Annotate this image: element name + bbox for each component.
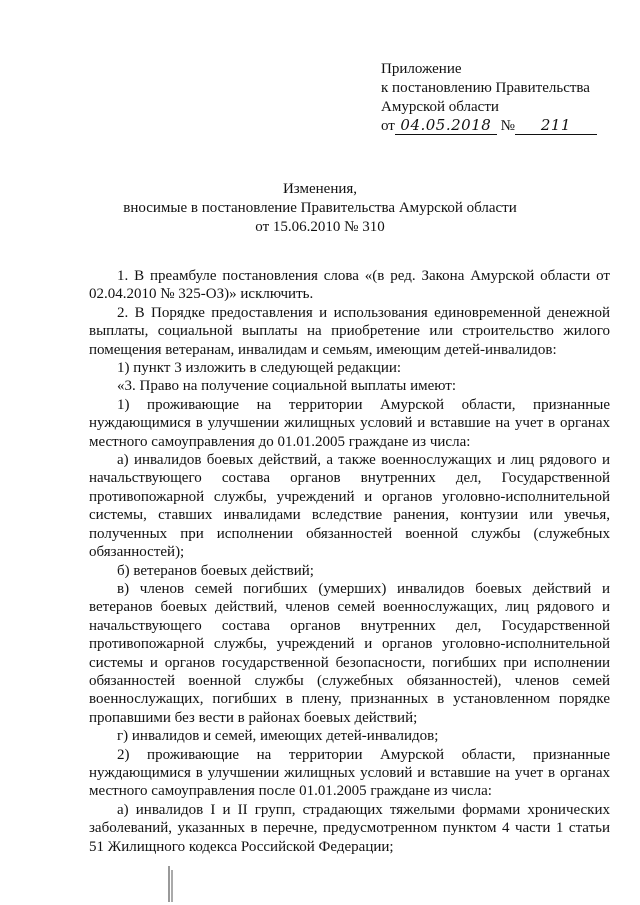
paragraph: 1. В преамбуле постановления слова «(в ред. Закона Амурской области от 02.04.2010 № 325-ОЗ)» исключить. xyxy=(89,268,610,303)
date-field xyxy=(395,118,497,135)
number-label: № xyxy=(500,118,515,134)
appendix-heading: Приложение xyxy=(381,61,462,77)
paragraph: 1) проживающие на территории Амурской области, признанные нуждающимися в улучшении жилищных условий и вставшие на учет в органах местного самоуправления до 01.01.2005 граждане из числа: xyxy=(89,396,610,450)
handwritten-date: 04.05.2018 xyxy=(400,116,492,134)
title-line-2: вносимые в постановление Правительства Амурской области xyxy=(123,200,517,216)
paragraph: а) инвалидов боевых действий, а также военнослужащих и лиц рядового и начальствующего состава органов внутренних дел, Государственной противопожарной службы, учреждений и органов уголовно-исполнительной системы, ставших инвалидами вследствие ранения, контузии или увечья, полученных при исполнении обязанностей военной службы (служебных обязанностей); xyxy=(89,452,610,561)
title-line-3: от 15.06.2010 № 310 xyxy=(255,219,385,235)
paragraph: 2. В Порядке предоставления и использования единовременной денежной выплаты, социальной выплаты на приобретение или строительство жилого помещения ветеранам, инвалидам и семьям, имеющим детей-инвалидов: xyxy=(89,304,610,358)
number-field xyxy=(515,118,597,135)
appendix-block xyxy=(381,60,631,136)
paragraph: а) инвалидов I и II групп, страдающих тяжелыми формами хронических заболеваний, указанных в перечне, предусмотренном пунктом 4 части 1 статьи 51 Жилищного кодекса Российской Федерации; xyxy=(89,801,610,855)
paragraph: в) членов семей погибших (умерших) инвалидов боевых действий и ветеранов боевых действий, членов семей военнослужащих, лиц рядового и начальствующего состава органов внутренних дел, Государственной противопожарной службы, учреждений и органов уголовно-исполнительной системы и органов государственной безопасности, погибших при исполнении обязанностей военной службы (служебных обязанностей), членов семей военнослужащих, погибших в плену, признанных в установленном порядке пропавшими без вести в районах боевых действий; xyxy=(89,580,610,726)
from-label: от xyxy=(381,118,395,134)
handwritten-number: 211 xyxy=(540,116,571,134)
document-title xyxy=(60,180,580,237)
title-line-1: Изменения, xyxy=(282,181,358,197)
paragraph: 2) проживающие на территории Амурской области, признанные нуждающимися в улучшении жилищных условий и вставшие на учет в органах местного самоуправления после 01.01.2005 граждане из числа: xyxy=(89,746,610,800)
document-body xyxy=(89,267,610,856)
paragraph: «3. Право на получение социальной выплаты имеют: xyxy=(117,378,457,395)
appendix-region-line: Амурской области xyxy=(381,99,499,115)
paragraph: г) инвалидов и семей, имеющих детей-инвалидов; xyxy=(117,728,439,745)
paragraph: б) ветеранов боевых действий; xyxy=(117,562,314,579)
paragraph: 1) пункт 3 изложить в следующей редакции: xyxy=(117,360,402,377)
scan-margin-mark xyxy=(166,866,176,902)
appendix-resolution-line: к постановлению Правительства xyxy=(381,80,590,96)
appendix-date-line xyxy=(381,117,631,136)
